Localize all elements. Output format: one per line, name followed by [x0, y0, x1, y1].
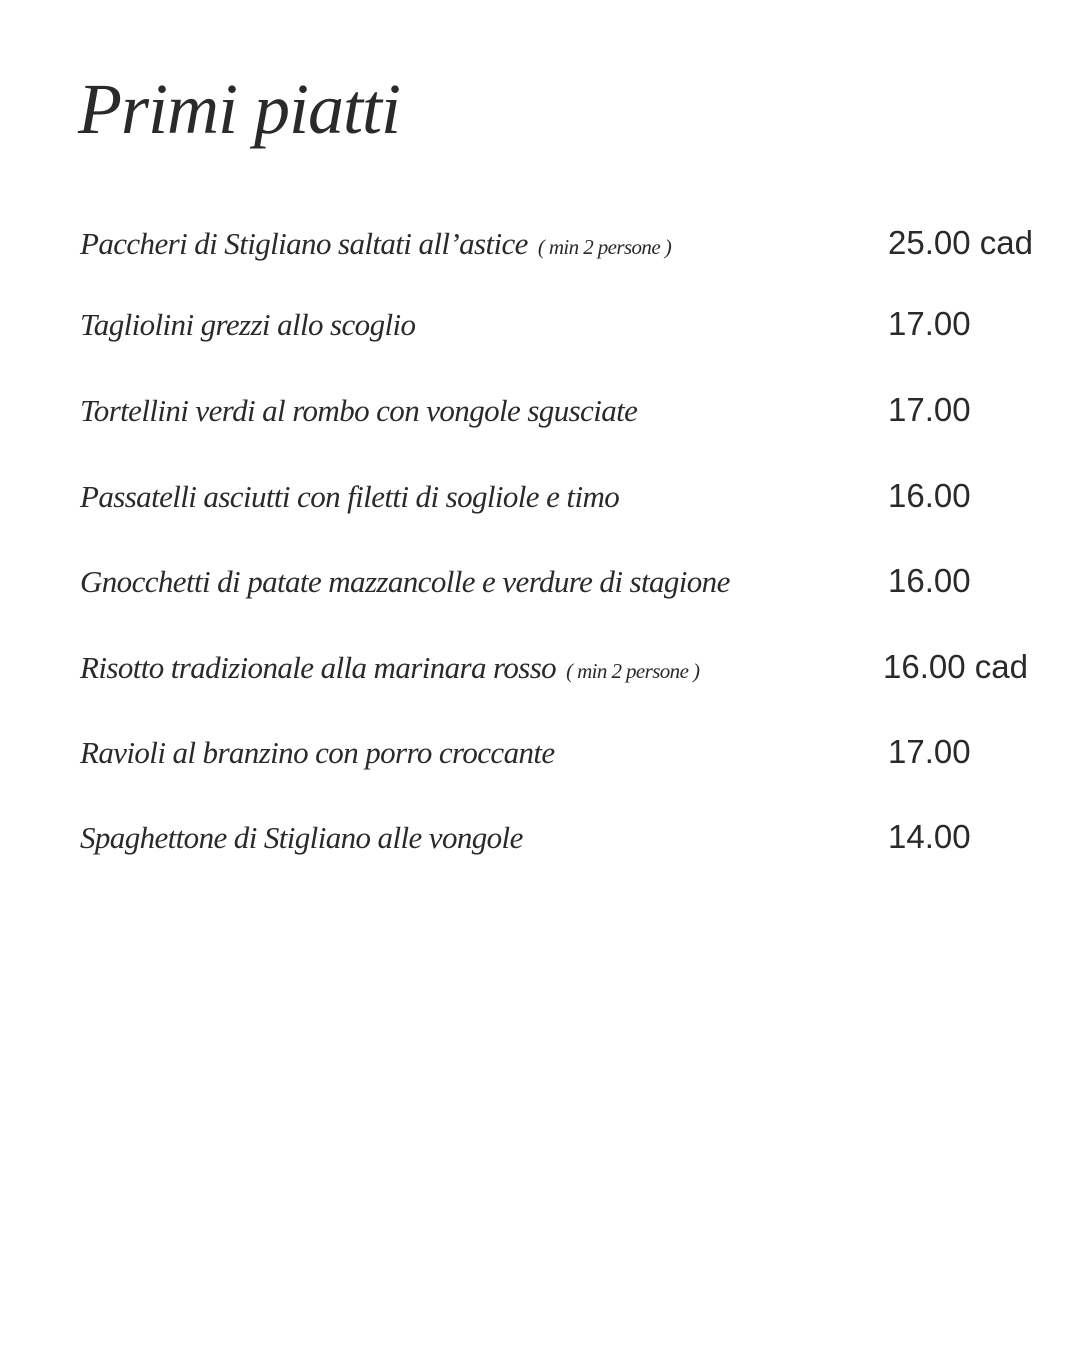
- dish-name: [80, 820, 523, 856]
- dish-name-text: Paccheri di Stigliano saltati all’astice: [80, 226, 528, 261]
- dish-name: [80, 650, 699, 686]
- menu-item: [80, 806, 1060, 856]
- dish-price: 17.00: [888, 391, 971, 428]
- dish-price: 17.00: [888, 305, 971, 342]
- menu-item: [80, 636, 1060, 686]
- dish-note: ( min 2 persone ): [537, 235, 672, 259]
- dish-price: 16.00: [888, 562, 971, 599]
- dish-price: 16.00: [888, 477, 971, 514]
- menu-item: [80, 379, 1060, 429]
- dish-price: 25.00 cad: [888, 224, 1033, 261]
- dish-name-text: Passatelli asciutti con filetti di sogliole e timo: [80, 479, 620, 514]
- menu-item: [80, 465, 1060, 515]
- dish-note: ( min 2 persone ): [566, 659, 700, 683]
- dish-name: [80, 226, 671, 262]
- menu-item: [80, 721, 1060, 771]
- dish-name-text: Tortellini verdi al rombo con vongole sgusciate: [80, 393, 638, 428]
- dish-name-text: Tagliolini grezzi allo scoglio: [80, 307, 416, 342]
- dish-name-text: Gnocchetti di patate mazzancolle e verdure di stagione: [80, 564, 730, 599]
- dish-price: 16.00 cad: [883, 648, 1028, 685]
- dish-name: [80, 307, 415, 343]
- dish-price: 17.00: [888, 733, 971, 770]
- menu-item: [80, 550, 1060, 600]
- dish-name-text: Spaghettone di Stigliano alle vongole: [80, 820, 523, 855]
- menu-item: [80, 212, 1060, 262]
- menu-item: [80, 293, 1060, 343]
- dish-name: [80, 564, 730, 600]
- dish-name: [80, 735, 555, 771]
- dish-name-text: Risotto tradizionale alla marinara rosso: [80, 650, 557, 685]
- page-title: Primi piatti: [78, 69, 401, 149]
- dish-name: [80, 393, 637, 429]
- dish-price: 14.00: [888, 818, 971, 855]
- dish-name-text: Ravioli al branzino con porro croccante: [80, 735, 555, 770]
- dish-name: [80, 479, 619, 515]
